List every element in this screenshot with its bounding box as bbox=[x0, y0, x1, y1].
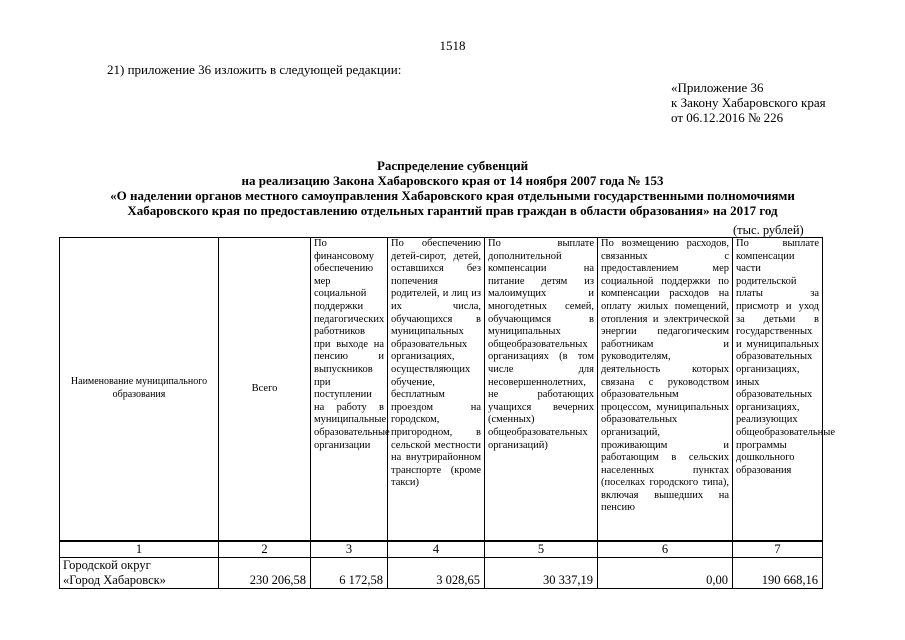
value-col5: 30 337,19 bbox=[485, 558, 598, 589]
table-header-row bbox=[60, 238, 823, 542]
column-number: 6 bbox=[598, 541, 733, 558]
page-number: 1518 bbox=[439, 38, 466, 53]
value-col3: 6 172,58 bbox=[311, 558, 388, 589]
column-number: 3 bbox=[311, 541, 388, 558]
document-title bbox=[0, 158, 905, 218]
name-line: «Город Хабаровск» bbox=[63, 573, 166, 587]
subsidy-table bbox=[59, 237, 835, 589]
value-total: 230 206,58 bbox=[219, 558, 311, 589]
appendix-line: «Приложение 36 bbox=[671, 80, 764, 95]
column-number: 4 bbox=[388, 541, 485, 558]
column-number: 1 bbox=[60, 541, 219, 558]
appendix-line: от 06.12.2016 № 226 bbox=[671, 110, 784, 125]
title-line: Хабаровского края по предоставлению отдельных гарантий прав граждан в области образования» на 2017 год bbox=[127, 203, 778, 218]
value-col6: 0,00 bbox=[598, 558, 733, 589]
title-line: Распределение субвенций bbox=[376, 158, 529, 173]
column-header-housing-compensation: По возмещению расходов, связанных с предоставлением мер социальной поддержки по компенсации расходов на оплату жилых помещений, отопления и электрической энергии педагогическим работникам и руководителям, деятельность которых связана с руководством образовательным процессом, муниципальных образовательных организаций, проживающим и работающим в сельских населенных пунктах (поселках городского типа), включая вышедших на пенсию bbox=[598, 238, 733, 542]
column-header-meal-compensation: По выплате дополнительной компенсации на питание детям из малоимущих и многодетных семей, обучающимся в муниципальных общеобразовательных организациях (в том числе для несовершеннолетних, не работающих учащихся вечерних (сменных) общеобразовательных организаций) bbox=[485, 238, 598, 542]
units-label: (тыс. рублей) bbox=[733, 223, 804, 237]
title-line: «О наделении органов местного самоуправления Хабаровского края отдельными государственными полномочиями bbox=[110, 188, 795, 203]
table-row bbox=[60, 558, 823, 589]
column-number-row bbox=[60, 541, 823, 558]
column-header-municipality: Наименование муниципального образования bbox=[60, 238, 219, 542]
name-line: Городской округ bbox=[63, 558, 151, 572]
column-header-total: Всего bbox=[219, 238, 311, 542]
column-number: 5 bbox=[485, 541, 598, 558]
value-col4: 3 028,65 bbox=[388, 558, 485, 589]
municipality-name bbox=[60, 558, 219, 589]
title-line: на реализацию Закона Хабаровского края от 14 ноября 2007 года № 153 bbox=[241, 173, 664, 188]
column-header-orphans-transport: По обеспечению детей-сирот, детей, оставшихся без попечения родителей, и лиц из их числа, обучающихся в муниципальных образовательных организациях, осуществляющих обучение, бесплатным проездом на городском, пригородном, в сельской местности на внутрирайонном транспорте (кроме такси) bbox=[388, 238, 485, 542]
column-header-parental-fee: По выплате компенсации части родительской платы за присмотр и уход за детьми в государственных и муниципальных образовательных организациях, иных образовательных организациях, реализующих общеобразовательные программы дошкольного образования bbox=[733, 238, 823, 542]
value-col7: 190 668,16 bbox=[733, 558, 823, 589]
appendix-line: к Закону Хабаровского края bbox=[671, 95, 826, 110]
column-header-pedagogical-support: По финансовому обеспечению мер социальной поддержки педагогических работников при выходе на пенсию и выпускников при поступлении на работу в муниципальные образовательные организации bbox=[311, 238, 388, 542]
instruction-text: 21) приложение 36 изложить в следующей редакции: bbox=[107, 62, 402, 77]
appendix-reference bbox=[671, 80, 826, 125]
column-number: 2 bbox=[219, 541, 311, 558]
column-number: 7 bbox=[733, 541, 823, 558]
